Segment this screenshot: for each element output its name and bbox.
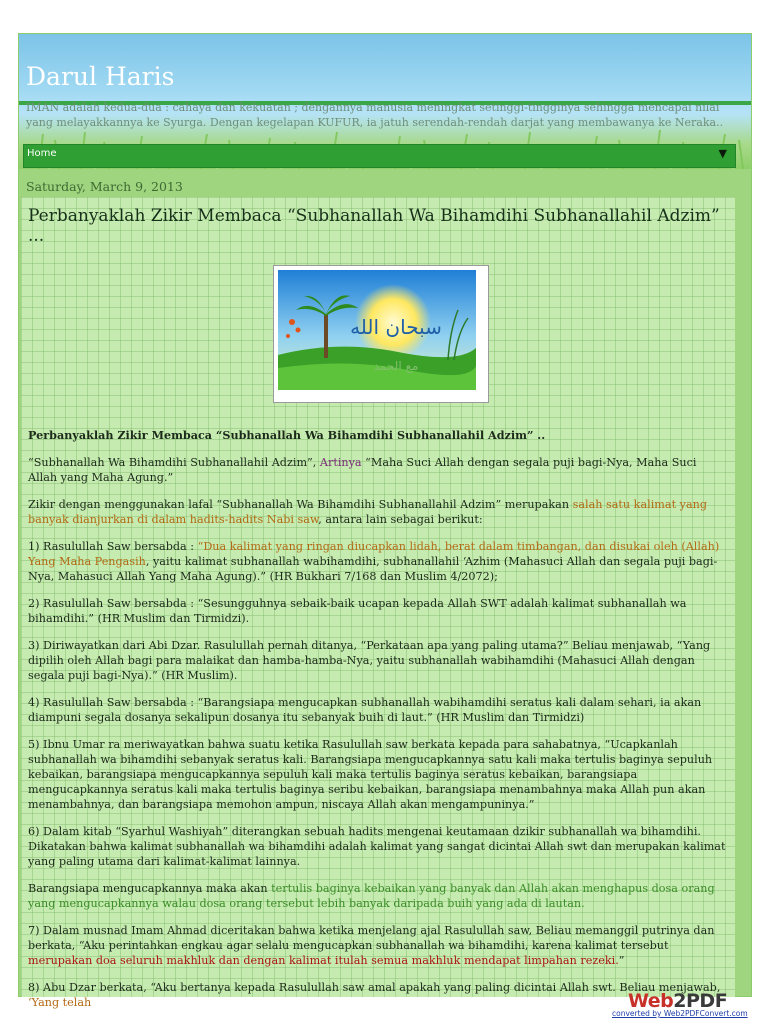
post-body <box>28 428 728 1022</box>
blog-header <box>19 34 751 169</box>
blog-title[interactable]: Darul Haris <box>26 62 175 91</box>
text: Zikir dengan menggunakan lafal “Subhanallah Wa Bihamdihi Subhanallahil Adzim” merupakan <box>28 498 573 511</box>
text: 1) Rasulullah Saw bersabda : <box>28 540 198 553</box>
paragraph-3 <box>28 539 728 584</box>
paragraph-6: 4) Rasulullah Saw bersabda : “Barangsiapa mengucapkan subhanallah wabihamdihi seratus kali dalam sehari, ia akan diampuni segala dosanya sekalipun dosanya itu sebanyak buih di laut.” (HR Muslim dan Tirmidzi) <box>28 696 702 724</box>
page-tabs <box>23 144 736 168</box>
red-highlight: merupakan doa seluruh makhluk dan dengan kalimat itulah semua makhluk mendapat limpahan rezeki. <box>28 954 619 967</box>
calligraphy-subtext: مع الحمد <box>373 359 419 373</box>
post-date: Saturday, March 9, 2013 <box>26 179 183 194</box>
paragraph-10 <box>28 923 728 968</box>
web2pdf-link[interactable]: converted by Web2PDFConvert.com <box>612 1009 748 1018</box>
paragraph-9 <box>28 881 728 911</box>
quote-highlight: “Dua kalimat yang ringan diucapkan lidah, berat dalam timbangan, dan disukai oleh (Allah) Yang Maha Pengasih <box>28 540 720 568</box>
logo-part: Web <box>628 990 674 1012</box>
text: 8) Abu Dzar berkata, “Aku bertanya kepada Rasulullah saw amal apakah yang paling dicintai Allah swt. Beliau menjawab, <box>28 981 721 994</box>
paragraph-1 <box>28 455 728 485</box>
tab-home[interactable]: Home <box>27 148 57 159</box>
paragraph-4: 2) Rasulullah Saw bersabda : “Sesungguhnya sebaik-baik ucapan kepada Allah SWT adalah kalimat subhanallah wa bihamdihi.” (HR Muslim dan Tirmidzi). <box>28 597 687 625</box>
text: Barangsiapa mengucapkannya maka akan <box>28 882 272 895</box>
text: , yaitu kalimat subhanallah wabihamdihi, subhanallahil ‘Azhim (Mahasuci Allah dan segala puji bagi-Nya, Mahasuci Allah Yang Maha Agung).” (HR Bukhari 7/168 dan Muslim 4/2072); <box>28 555 718 583</box>
text: “Maha Suci Allah dengan segala puji bagi-Nya, Maha Suci Allah yang Maha Agung.” <box>28 456 697 484</box>
paragraph-5: 3) Diriwayatkan dari Abi Dzar. Rasulullah pernah ditanya, “Perkataan apa yang paling utama?” Beliau menjawab, “Yang dipilih oleh Allah bagi para malaikat dan hamba-hamba-Nya, yaitu subhanallah wabihamdihi (Mahasuci Allah dengan segala puji bagi-Nya).” (HR Muslim). <box>28 639 711 682</box>
paragraph-7: 5) Ibnu Umar ra meriwayatkan bahwa suatu ketika Rasulullah saw berkata kepada para sahabatnya, “Ucapkanlah subhanallah wa bihamdihi sebanyak seratus kali. Barangsiapa mengucapkannya satu kali maka tertulis baginya sepuluh kebaikan, barangsiapa mengucapkannya sepuluh kali maka tertulis baginya seratus kebaikan, barangsiapa mengucapkannya seratus kali maka tertulis baginya seribu kebaikan, barangsiapa menambahnya maka Allah pun akan menambahnya, dan barangsiapa memohon ampun, niscaya Allah akan mengampuninya.” <box>28 738 713 811</box>
post-bold-title: Perbanyaklah Zikir Membaca “Subhanallah Wa Bihamdihi Subhanallahil Adzim” .. <box>28 428 546 442</box>
post-title[interactable]: Perbanyaklah Zikir Membaca “Subhanallah Wa Bihamdihi Subhanallahil Adzim” ... <box>28 206 720 246</box>
post-image[interactable] <box>273 265 489 403</box>
hadits-link[interactable]: salah satu kalimat yang banyak dianjurkan di dalam hadits-hadits Nabi saw <box>28 498 707 526</box>
logo-part: 2PDF <box>673 990 728 1012</box>
triangle-down-icon[interactable]: ▼ <box>718 147 727 160</box>
text: , antara lain sebagai berikut: <box>318 513 483 526</box>
web2pdf-watermark[interactable] <box>612 990 752 1020</box>
text: 7) Dalam musnad Imam Ahmad diceritakan bahwa ketika menjelang ajal Rasulullah saw, Beliau memanggil putrinya dan berkata, “Aku perintahkan engkau agar selalu mengucapkan subhanallah wa bihamdihi, karena kalimat tersebut <box>28 924 715 952</box>
paragraph-2 <box>28 497 728 527</box>
artinya-link[interactable]: Artinya <box>319 456 362 469</box>
blog-description: IMAN adalah kedua-dua : cahaya dan kekuatan ; dengannya manusia meningkat setinggi-tingginya sehingga mencapai nilai yang melayakkannya ke Syurga. Dengan kegelapan KUFUR, ia jatuh serendah-rendah darjat yang membawanya ke Neraka.. <box>26 101 724 129</box>
text: “Subhanallah Wa Bihamdihi Subhanallahil Adzim”, <box>28 456 320 469</box>
quote-highlight: ‘Yang telah <box>28 996 92 1009</box>
calligraphy-text: سبحان الله <box>350 315 442 339</box>
paragraph-8: 6) Dalam kitab “Syarhul Washiyah” diterangkan sebuah hadits mengenai keutamaan dzikir subhanallah wa bihamdihi. Dikatakan bahwa kalimat subhanallah wa bihamdihi adalah kalimat yang sangat dicintai Allah swt dan merupakan kalimat yang paling utama dari kalimat-kalimat lainnya. <box>28 825 726 868</box>
text: ” <box>618 954 625 967</box>
green-highlight: tertulis baginya kebaikan yang banyak dan Allah akan menghapus dosa orang yang mengucapkannya walau dosa orang tersebut lebih banyak daripada buih yang ada di lautan. <box>28 882 715 910</box>
